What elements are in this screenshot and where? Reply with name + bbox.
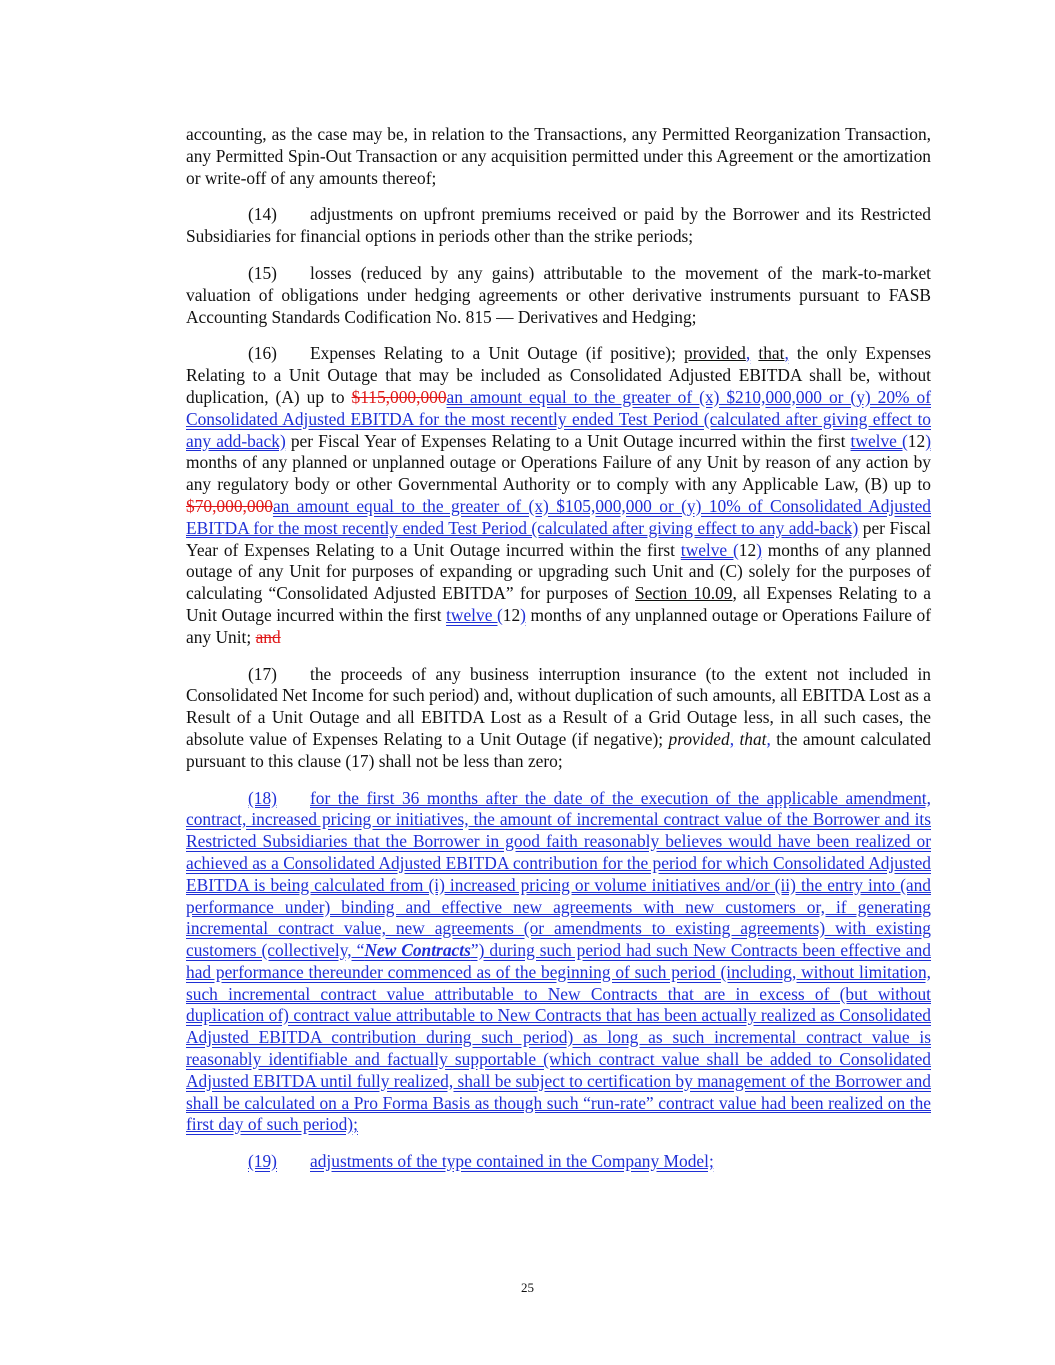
clause-text: the amount calculated pursuant to this clause (17) shall not be less than zero; <box>186 728 931 771</box>
paragraph-17 <box>186 664 931 773</box>
clause-number: (17) <box>248 663 277 684</box>
inserted-text: ”) during such period had such New Contracts been effective and had performance thereunder commenced as of the beginning of such period (including, without limitation, such incremental contract value attributable to New Contracts that are in excess of (but without duplication of) contract value attributable to New Contracts that has been actually realized as Consolidated Adjusted EBITDA contribution during such period) as long as such incremental contract value is reasonably identifiable and factually supportable (which contract value shall be added to Consolidated Adjusted EBITDA until fully realized, shall be subject to certification by management of the Borrower and shall be calculated on a Pro Forma Basis as though such “run-rate” contract value had been realized on the first day of such period); <box>186 940 932 1135</box>
inserted-comma: , <box>745 343 751 364</box>
clause-text: 12 <box>502 604 521 625</box>
clause-number: (15) <box>248 262 277 283</box>
deleted-text: $115,000,000 <box>351 386 447 407</box>
inserted-text: adjustments of the type contained in the Company Model; <box>310 1151 714 1172</box>
paragraph-text: accounting, as the case may be, in relation to the Transactions, any Permitted Reorganization Transaction, any Permitted Spin-Out Transaction or any acquisition permitted under this Agreement or the amortization or write-off of any amounts thereof; <box>186 124 931 188</box>
clause-text: months of any unplanned outage or Operations Failure of any Unit; <box>186 604 931 647</box>
clause-text: months of any planned or unplanned outage or Operations Failure of any Unit by reason of any action by any regulatory body or other Governmental Authority or to comply with any Applicable Law, (B) up to <box>186 452 931 495</box>
clause-number: (18) <box>248 787 277 808</box>
paragraph-continued <box>186 124 931 189</box>
deleted-text: $70,000,000 <box>186 495 273 516</box>
document-page <box>186 124 931 1188</box>
clause-text: losses (reduced by any gains) attributable to the movement of the mark-to-market valuation of obligations under hedging agreements or other derivative instruments pursuant to FASB Accounting Standards Codification No. 815 — Derivatives and Hedging; <box>186 262 931 327</box>
inserted-text: twelve ( <box>446 604 503 625</box>
clause-text: per Fiscal Year of Expenses Relating to a Unit Outage incurred within the first <box>285 430 851 451</box>
inserted-text: an amount equal to the greater of (x) $105,000,000 or (y) 10% of Consolidated Adjusted EBITDA for the most recently ended Test Period (calculated after giving effect to any add-back) <box>186 495 931 538</box>
that-term: that <box>758 343 785 364</box>
clause-text: months of any planned outage of any Unit for purposes of expanding or upgrading such Unit and (C) solely for the purposes of calculating “Consolidated Adjusted EBITDA” for purposes of <box>186 539 932 604</box>
inserted-text: an amount equal to the greater of (x) $210,000,000 or (y) 20% of Consolidated Adjusted EBITDA for the most recently ended Test Period (calculated after giving effect to any add-back) <box>186 386 931 451</box>
inserted-text: ) <box>520 604 526 625</box>
paragraph-18 <box>186 788 931 1137</box>
inserted-comma: , <box>729 728 735 749</box>
inserted-text: ) <box>756 539 762 560</box>
clause-text: Expenses Relating to a Unit Outage (if positive); <box>310 343 685 364</box>
clause-text: 12 <box>907 430 926 451</box>
clause-text: adjustments on upfront premiums received or paid by the Borrower and its Restricted Subsidiaries for financial options in periods other than the strike periods; <box>186 204 931 247</box>
clause-text: , all Expenses Relating to a Unit Outage incurred within the first <box>186 583 931 625</box>
inserted-text: twelve ( <box>850 430 908 451</box>
clause-number: (19) <box>248 1151 277 1172</box>
paragraph-19 <box>186 1151 931 1173</box>
inserted-comma: , <box>784 343 789 364</box>
provided-term: provided <box>668 728 730 749</box>
clause-text: the only Expenses Relating to a Unit Outage that may be included as Consolidated Adjusted EBITDA shall be, without duplication, (A) up to <box>186 343 931 407</box>
section-reference: Section 10.09 <box>635 583 733 604</box>
inserted-text: for the first 36 months after the date of the execution of the applicable amendment, contract, increased pricing or initiatives, the amount of incremental contract value of the Borrower and its Restricted Subsidiaries that the Borrower in good faith reasonably believes would have been realized or achieved as a Consolidated Adjusted EBITDA contribution for the period for which Consolidated Adjusted EBITDA is being calculated from (i) increased pricing or volume initiatives and/or (ii) the entry into (and performance under) binding and effective new agreements with new customers or, if generating incremental contract value, new agreements (or amendments to existing agreements) with existing customers (collectively, “ <box>186 787 931 961</box>
clause-text: 12 <box>738 539 757 560</box>
inserted-text: ) <box>925 430 931 451</box>
defined-term: New Contracts <box>364 940 471 961</box>
page-number: 25 <box>521 1280 534 1295</box>
paragraph-16 <box>186 343 931 648</box>
paragraph-14 <box>186 204 931 248</box>
deleted-text: and <box>255 626 281 647</box>
clause-text: per Fiscal Year of Expenses Relating to a Unit Outage incurred within the first <box>186 517 931 560</box>
clause-number: (16) <box>248 343 277 364</box>
clause-text: the proceeds of any business interruption insurance (to the extent not included in Consolidated Net Income for such period) and, without duplication of such amounts, all EBITDA Lost as a Result of a Unit Outage and all EBITDA Lost as a Result of a Grid Outage less, in all such cases, the absolute value of Expenses Relating to a Unit Outage (if negative); <box>186 663 931 749</box>
paragraph-15 <box>186 263 931 328</box>
clause-number: (14) <box>248 204 277 225</box>
inserted-comma: , <box>766 728 771 749</box>
that-term: that <box>739 728 767 749</box>
provided-term: provided <box>684 343 746 364</box>
inserted-text: twelve ( <box>680 539 739 560</box>
